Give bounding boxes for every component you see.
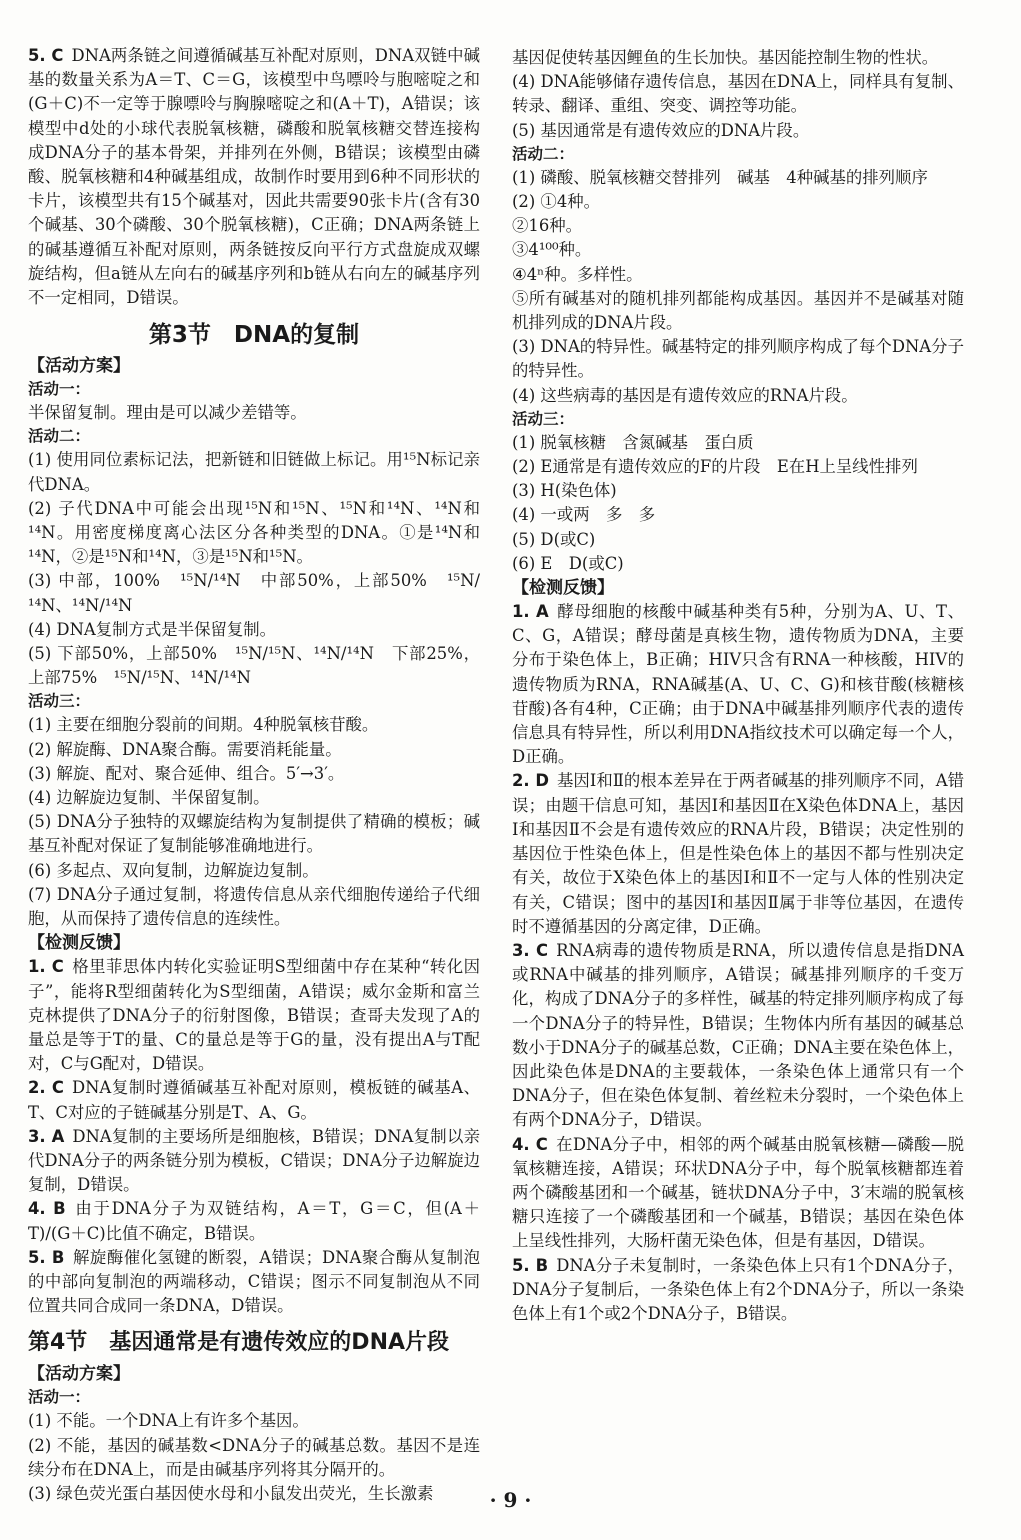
activity-line: 基因促使转基因鲤鱼的生长加快。基因能控制生物的性状。 (512, 48, 939, 67)
answer-text: RNA病毒的遗传物质是RNA，所以遗传信息是指DNA或RNA中碱基的排列顺序，A错误；碱基排列顺序的千变万化，构成了DNA分子的多样性，碱基的特定排列顺序构成了每一个DNA分子的特异性，B错误；生物体内所有基因的碱基总数小于DNA分子的碱基总数，C正确；DNA主要在染色体上，因此染色体是DNA的主要载体，一条染色体上通常只有一个DNA分子，但在染色体复制、着丝粒未分裂时，一个染色体上有两个DNA分子，D错误。 (512, 940, 965, 1130)
answer-text: 在DNA分子中，相邻的两个碱基由脱氧核糖—磷酸—脱氧核糖连接，A错误；环状DNA分子中，每个脱氧核糖都连着两个磷酸基团和一个碱基，链状DNA分子中，3′末端的脱氧核糖只连接了一个磷酸基团和一个碱基，B错误；基因在染色体上呈线性排列，大肠杆菌无染色体，但是有基因，D错误。 (512, 1134, 964, 1251)
activity-label: 活动一： (28, 1388, 91, 1407)
activity-label: 活动一： (28, 380, 91, 399)
activity-line: (1) 磷酸、脱氧核糖交替排列 碱基 4种碱基的排列顺序 (512, 167, 928, 187)
activity-line: (4) 一或两 多 多 (512, 505, 656, 525)
activity-line: (2) ①4种。 (512, 192, 601, 212)
activity-line: (3) 中部，100% ¹⁵N/¹⁴N 中部50%，上部50% ¹⁵N/¹⁴N、¹⁴N/¹⁴N (28, 571, 480, 615)
answer-number: 4. C (512, 1134, 548, 1154)
answer-item (28, 1197, 480, 1245)
activity-line: (2) 解旋酶、DNA聚合酶。需要消耗能量。 (28, 739, 342, 759)
answer-text: 格里菲思体内转化实验证明S型细菌中存在某种“转化因子”，能将R型细菌转化为S型细菌，A错误；威尔金斯和富兰克林提供了DNA分子的衍射图像，B错误；查哥夫发现了A的量总是等于T的量、C的量总是等于G的量，没有提出A与T配对，C与G配对，D错误。 (28, 957, 481, 1074)
activity-line: (1) 脱氧核糖 含氮碱基 蛋白质 (512, 432, 754, 452)
activity-line: (3) 绿色荧光蛋白基因使水母和小鼠发出荧光，生长激素 (28, 1483, 434, 1503)
answer-text: DNA复制的主要场所是细胞核，B错误；DNA复制以亲代DNA分子的两条链分别为模板，C错误；DNA分子边解旋边复制，D错误。 (28, 1126, 480, 1195)
activity-line: (1) 主要在细胞分裂前的间期。4种脱氧核苷酸。 (28, 715, 379, 735)
activity-line: (4) 边解旋边复制、半保留复制。 (28, 788, 270, 808)
activity-line: (5) DNA分子独特的双螺旋结构为复制提供了精确的模板；碱基互补配对保证了复制能够准确地进行。 (28, 812, 480, 856)
activity-line: (4) DNA能够储存遗传信息，基因在DNA上，同样具有复制、转录、翻译、重组、突变、调控等功能。 (512, 72, 964, 116)
activity-line: (5) D(或C) (512, 529, 596, 549)
activity-line: (3) H(染色体) (512, 481, 617, 501)
section-title: 第4节 基因通常是有遗传效应的DNA片段 (28, 1330, 450, 1356)
activity-line: (6) 多起点、双向复制，边解旋边复制。 (28, 860, 319, 880)
activity-plan-heading: 【活动方案】 (28, 356, 130, 377)
answer-item (512, 600, 964, 769)
answer-number: 5. B (512, 1255, 549, 1275)
answer-item (512, 1133, 964, 1254)
answer-text: 基因Ⅰ和Ⅱ的根本差异在于两者碱基的排列顺序不同，A错误；由题干信息可知，基因Ⅰ和基因Ⅱ在X染色体DNA上，基因Ⅰ和基因Ⅱ不会是有遗传效应的RNA片段，B错误；决定性别的基因位于性染色体上，但是性染色体上的基因不都与性别决定有关，故位于X染色体上的基因Ⅰ和Ⅱ不一定与人体的性别决定有关，C错误；图中的基因Ⅰ和基因Ⅱ属于非等位基因，在遗传时不遵循基因的分离定律，D正确。 (512, 771, 964, 936)
answer-item (512, 1254, 964, 1327)
activity-line: (7) DNA分子通过复制，将遗传信息从亲代细胞传递给子代细胞，从而保持了遗传信息的连续性。 (28, 884, 480, 929)
activity-label: 活动二： (512, 144, 575, 163)
answer-item (28, 1246, 480, 1319)
answer-text: 由于DNA分子为双链结构，A＝T，G＝C，但(A＋T)/(G＋C)比值不确定，B错误。 (28, 1199, 480, 1243)
answer-text: 酵母细胞的核酸中碱基种类有5种，分别为A、U、T、C、G，A错误；酵母菌是真核生物，遗传物质为DNA，主要分布于染色体上，B正确；HIV只含有RNA一种核酸，HIV的遗传物质为RNA，RNA碱基(A、U、C、G)和核苷酸(核糖核苷酸)各有4种，C正确；由于DNA中碱基排列顺序代表的遗传信息具有特异性，所以利用DNA指纹技术可以确定每一个人，D正确。 (512, 602, 964, 767)
activity-line: ②16种。 (512, 216, 583, 236)
answer-number: 3. C (512, 940, 549, 960)
activity-plan-heading: 【活动方案】 (28, 1364, 130, 1385)
answer-number: 2. C (28, 1078, 64, 1098)
answer-item (28, 955, 480, 1076)
activity-line: (2) 不能，基因的碱基数<DNA分子的碱基总数。基因不是连续分布在DNA上，而是由碱基序列将其分隔开的。 (28, 1435, 480, 1479)
activity-label: 活动三： (512, 409, 575, 428)
answer-number: 2. D (512, 771, 549, 791)
activity-line: (1) 不能。一个DNA上有许多个基因。 (28, 1411, 309, 1431)
page-number: · 9 · (489, 1488, 532, 1512)
activity-line: (3) DNA的特异性。碱基特定的排列顺序构成了每个DNA分子的特异性。 (512, 337, 964, 381)
answer-item (512, 939, 964, 1133)
answer-text: 解旋酶催化氢键的断裂，A错误；DNA聚合酶从复制泡的中部向复制泡的两端移动，C错误；图示不同复制泡从不同位置共同合成同一条DNA，D错误。 (28, 1247, 480, 1316)
activity-label: 活动三： (28, 692, 91, 711)
left-column (28, 44, 480, 1506)
answer-item (28, 1125, 480, 1198)
activity-line: (4) DNA复制方式是半保留复制。 (28, 619, 277, 639)
answer-text: DNA复制时遵循碱基互补配对原则，模板链的碱基A、T、C对应的子链碱基分别是T、A、G。 (28, 1078, 481, 1122)
answer-number: 1. A (512, 602, 549, 622)
answer-item (512, 769, 964, 938)
activity-line: (5) 基因通常是有遗传效应的DNA片段。 (512, 120, 810, 140)
activity-line: (1) 使用同位素标记法，把新链和旧链做上标记。用¹⁵N标记亲代DNA。 (28, 450, 480, 494)
answer-text: DNA分子未复制时，一条染色体上只有1个DNA分子，DNA分子复制后，一条染色体上有2个DNA分子，所以一条染色体上有1个或2个DNA分子，B错误。 (512, 1255, 964, 1323)
activity-line: (4) 这些病毒的基因是有遗传效应的RNA片段。 (512, 385, 858, 405)
answer-number: 4. B (28, 1199, 66, 1219)
answer-text: DNA两条链之间遵循碱基互补配对原则，DNA双链中碱基的数量关系为A＝T、C＝G，该模型中鸟嘌呤与胞嘧啶之和(G＋C)不一定等于腺嘌呤与胸腺嘧啶之和(A＋T)，A错误；该模型中d处的小球代表脱氧核糖，磷酸和脱氧核糖交替连接构成DNA分子的基本骨架，并排列在外侧，B错误；该模型由磷酸、脱氧核糖和4种碱基组成，故制作时要用到6种不同形状的卡片，该模型共有15个碱基对，因此共需要90张卡片(含有30个碱基、30个磷酸、30个脱氧核糖)，C正确；DNA两条链上的碱基遵循互补配对原则，两条链按反向平行方式盘旋成双螺旋结构，但a链从左向右的碱基序列和b链从右向左的碱基序列不一定相同，D错误。 (28, 46, 480, 308)
answer-item (28, 44, 480, 310)
activity-line: (6) E D(或C) (512, 553, 624, 573)
answer-number: 5. C (28, 46, 64, 65)
activity-line: (3) 解旋、配对、聚合延伸、组合。5′→3′。 (28, 763, 345, 783)
activity-line: 半保留复制。理由是可以减少差错等。 (28, 403, 307, 423)
answer-item (28, 1076, 480, 1124)
section-title: 第3节 DNA的复制 (148, 322, 360, 349)
activity-line: ⑤所有碱基对的随机排列都能构成基因。基因并不是碱基对随机排列成的DNA片段。 (512, 288, 964, 333)
feedback-heading: 【检测反馈】 (28, 933, 130, 954)
right-column (512, 46, 964, 1326)
activity-line: ③4¹⁰⁰种。 (512, 240, 592, 260)
activity-label: 活动二： (28, 427, 91, 446)
activity-line: (5) 下部50%，上部50% ¹⁵N/¹⁵N、¹⁴N/¹⁴N 下部25%，上部75% ¹⁵N/¹⁵N、¹⁴N/¹⁴N (28, 644, 480, 688)
feedback-heading: 【检测反馈】 (512, 578, 614, 599)
activity-line: ④4ⁿ种。多样性。 (512, 264, 643, 284)
answer-number: 1. C (28, 957, 64, 977)
activity-line: (2) 子代DNA中可能会出现¹⁵N和¹⁵N、¹⁵N和¹⁴N、¹⁴N和¹⁴N。用密度梯度离心法区分各种类型的DNA。①是¹⁴N和¹⁴N，②是¹⁵N和¹⁴N，③是¹⁵N和¹⁵N。 (28, 498, 480, 567)
answer-number: 3. A (28, 1126, 65, 1146)
activity-line: (2) E通常是有遗传效应的F的片段 E在H上呈线性排列 (512, 457, 918, 477)
answer-number: 5. B (28, 1247, 65, 1267)
